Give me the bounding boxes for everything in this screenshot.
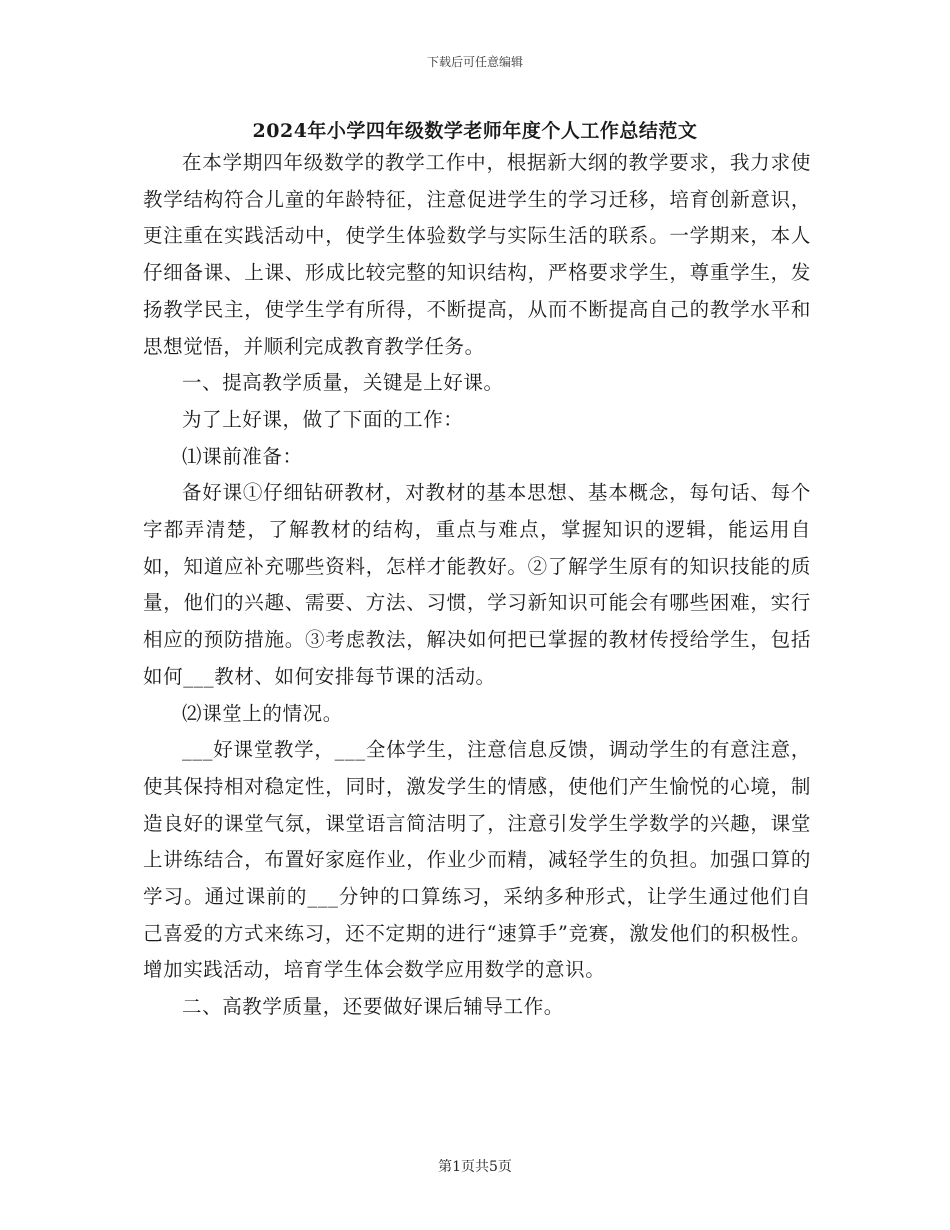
subheading-preparation: ⑴课前准备：: [182, 444, 303, 468]
document-body: [143, 145, 811, 1026]
paragraph: ___好课堂教学，___全体学生，注意信息反馈，调动学生的有意注意，使其保持相对稳定性，同时，激发学生的情感，使他们产生愉悦的心境，制造良好的课堂气氛，课堂语言简洁明了，注意引发学生学数学的兴趣，课堂上讲练结合，布置好家庭作业，作业少而精，减轻学生的负担。加强口算的学习。通过课前的___分钟的口算练习，采纳多种形式，让学生通过他们自己喜爱的方式来练习，还不定期的进行“速算手”竞赛，激发他们的积极性。增加实践活动，培育学生体会数学应用数学的意识。: [143, 738, 811, 982]
paragraph: 备好课①仔细钻研教材，对教材的基本思想、基本概念，每句话、每个字都弄清楚，了解教材的结构，重点与难点，掌握知识的逻辑，能运用自如，知道应补充哪些资料，怎样才能教好。②了解学生原有的知识技能的质量，他们的兴趣、需要、方法、习惯，学习新知识可能会有哪些困难，实行相应的预防措施。③考虑教法，解决如何把已掌握的教材传授给学生，包括如何___教材、如何安排每节课的活动。: [143, 481, 811, 688]
page-number: 第1页共5页: [438, 1159, 512, 1175]
subheading-classroom: ⑵课堂上的情况。: [182, 701, 343, 725]
paragraph: 为了上好课，做了下面的工作：: [182, 407, 464, 431]
document-title: 2024年小学四年级数学老师年度个人工作总结范文: [252, 120, 698, 142]
section-heading-1: 一、提高教学质量，关键是上好课。: [182, 371, 504, 395]
paragraph-intro: 在本学期四年级数学的教学工作中，根据新大纲的教学要求，我力求使教学结构符合儿童的年龄特征，注意促进学生的学习迁移，培育创新意识，更注重在实践活动中，使学生体验数学与实际生活的联系。一学期来，本人仔细备课、上课、形成比较完整的知识结构，严格要求学生，尊重学生，发扬教学民主，使学生学有所得，不断提高，从而不断提高自己的教学水平和思想觉悟，并顺利完成教育教学任务。: [143, 151, 811, 358]
page-header: 下载后可任意编辑: [426, 55, 523, 69]
section-heading-2: 二、高教学质量，还要做好课后辅导工作。: [182, 995, 564, 1019]
